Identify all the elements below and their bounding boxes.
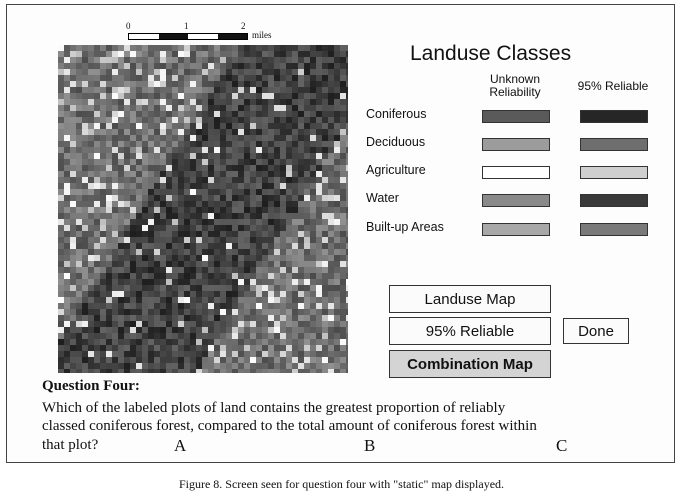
landuse-map-image[interactable] bbox=[58, 45, 348, 373]
scale-tick-0: 0 bbox=[126, 21, 131, 31]
swatch-built-up-reliable bbox=[580, 223, 648, 236]
legend-label-water: Water bbox=[366, 191, 399, 205]
scale-unit: miles bbox=[252, 30, 272, 40]
answer-choice-a[interactable]: A bbox=[174, 436, 187, 455]
scale-tick-1: 1 bbox=[184, 21, 189, 31]
question-text-line-3: that plot? bbox=[42, 437, 99, 453]
column-header-95-reliable: 95% Reliable bbox=[577, 79, 649, 93]
scale-tick-2: 2 bbox=[241, 21, 246, 31]
done-button[interactable]: Done bbox=[563, 318, 629, 344]
legend-label-deciduous: Deciduous bbox=[366, 135, 426, 149]
question-text-line-2: classed coniferous forest, compared to the total amount of coniferous forest within bbox=[42, 418, 537, 434]
legend-title: Landuse Classes bbox=[410, 42, 572, 65]
swatch-coniferous-unknown bbox=[482, 110, 550, 123]
answer-choice-b[interactable]: B bbox=[364, 436, 376, 455]
legend-label-agriculture: Agriculture bbox=[366, 163, 426, 177]
legend-label-built-up-areas: Built-up Areas bbox=[366, 220, 444, 234]
swatch-water-reliable bbox=[580, 194, 648, 207]
answer-choice-c[interactable]: C bbox=[556, 436, 568, 455]
swatch-deciduous-unknown bbox=[482, 138, 550, 151]
question-text-line-1: Which of the labeled plots of land contains the greatest proportion of reliably bbox=[42, 400, 506, 416]
swatch-deciduous-reliable bbox=[580, 138, 648, 151]
legend-label-coniferous: Coniferous bbox=[366, 107, 427, 121]
combination-map-button[interactable]: Combination Map bbox=[389, 350, 551, 378]
swatch-agriculture-reliable bbox=[580, 166, 648, 179]
figure-caption: Figure 8. Screen seen for question four with "static" map displayed. bbox=[178, 477, 505, 491]
question-heading: Question Four: bbox=[42, 378, 140, 394]
swatch-water-unknown bbox=[482, 194, 550, 207]
swatch-coniferous-reliable bbox=[580, 110, 648, 123]
95-reliable-button[interactable]: 95% Reliable bbox=[389, 317, 551, 345]
swatch-built-up-unknown bbox=[482, 223, 550, 236]
landuse-map-button[interactable]: Landuse Map bbox=[389, 285, 551, 313]
column-header-unknown-reliability: Unknown Reliability bbox=[489, 72, 541, 99]
swatch-agriculture-unknown bbox=[482, 166, 550, 179]
scale-track bbox=[128, 33, 248, 40]
